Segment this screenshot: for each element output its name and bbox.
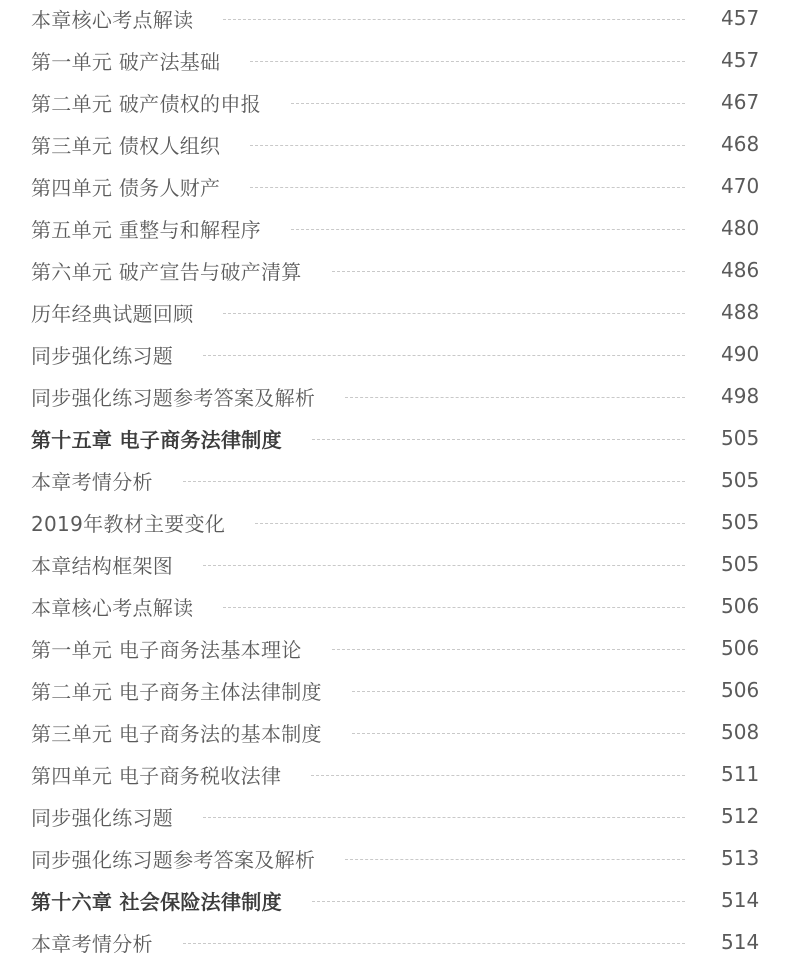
toc-chapter-title: 第十六章 社会保险法律制度 <box>31 889 282 914</box>
toc-page-number: 470 <box>721 174 760 198</box>
dotted-leader <box>352 733 685 734</box>
toc-page-number: 505 <box>721 426 760 450</box>
toc-entry-title: 第四单元 债务人财产 <box>31 175 221 200</box>
toc-row[interactable] <box>31 543 759 585</box>
toc-entry-title: 本章考情分析 <box>31 469 153 494</box>
dotted-leader <box>345 397 685 398</box>
toc-entry-title: 同步强化练习题 <box>31 343 174 368</box>
toc-page-number: 457 <box>721 48 760 72</box>
toc-row[interactable] <box>31 459 759 501</box>
toc-entry-title: 第六单元 破产宣告与破产清算 <box>31 259 302 284</box>
toc-page-number: 505 <box>721 468 760 492</box>
dotted-leader <box>250 145 685 146</box>
toc-entry-title: 同步强化练习题参考答案及解析 <box>31 385 316 410</box>
dotted-leader <box>291 229 685 230</box>
dotted-leader <box>223 19 685 20</box>
toc-row[interactable] <box>31 795 759 837</box>
dotted-leader <box>291 103 685 104</box>
toc-row[interactable] <box>31 39 759 81</box>
toc-row[interactable] <box>31 837 759 879</box>
toc-entry-title: 本章考情分析 <box>31 931 153 956</box>
toc-entry-title: 第三单元 债权人组织 <box>31 133 221 158</box>
toc-row[interactable] <box>31 291 759 333</box>
dotted-leader <box>203 565 685 566</box>
toc-entry-title: 第一单元 破产法基础 <box>31 49 221 74</box>
dotted-leader <box>312 901 685 902</box>
toc-page-number: 512 <box>721 804 760 828</box>
dotted-leader <box>332 649 685 650</box>
dotted-leader <box>345 859 685 860</box>
toc-page-number: 511 <box>721 762 760 786</box>
toc-page-number: 480 <box>721 216 760 240</box>
toc-chapter-row[interactable] <box>31 879 759 921</box>
toc-chapter-title: 第十五章 电子商务法律制度 <box>31 427 282 452</box>
toc-page-number: 505 <box>721 510 760 534</box>
toc-page-number: 508 <box>721 720 760 744</box>
toc-page-number: 488 <box>721 300 760 324</box>
dotted-leader <box>250 61 685 62</box>
dotted-leader <box>183 943 685 944</box>
toc-row[interactable] <box>31 375 759 417</box>
toc-page-number: 514 <box>721 888 760 912</box>
toc-row[interactable] <box>31 165 759 207</box>
toc-entry-title: 历年经典试题回顾 <box>31 301 194 326</box>
toc-row[interactable] <box>31 585 759 627</box>
dotted-leader <box>183 481 685 482</box>
toc-row[interactable] <box>31 0 759 39</box>
toc-page-number: 513 <box>721 846 760 870</box>
toc-entry-title: 第一单元 电子商务法基本理论 <box>31 637 302 662</box>
toc-page-number: 467 <box>721 90 760 114</box>
toc-entry-title: 同步强化练习题 <box>31 805 174 830</box>
toc-page-number: 505 <box>721 552 760 576</box>
toc-entry-title: 2019年教材主要变化 <box>31 511 226 536</box>
dotted-leader <box>255 523 685 524</box>
toc-page-number: 468 <box>721 132 760 156</box>
dotted-leader <box>352 691 685 692</box>
toc-entry-title: 本章核心考点解读 <box>31 7 194 32</box>
toc-row[interactable] <box>31 753 759 795</box>
toc-page-number: 506 <box>721 678 760 702</box>
dotted-leader <box>250 187 685 188</box>
toc-row[interactable] <box>31 501 759 543</box>
dotted-leader <box>332 271 685 272</box>
toc-entry-title: 第二单元 破产债权的申报 <box>31 91 261 116</box>
toc-row[interactable] <box>31 123 759 165</box>
toc-row[interactable] <box>31 207 759 249</box>
toc-row[interactable] <box>31 81 759 123</box>
toc-entry-title: 本章核心考点解读 <box>31 595 194 620</box>
dotted-leader <box>223 313 685 314</box>
toc-page-number: 514 <box>721 930 760 954</box>
dotted-leader <box>311 775 685 776</box>
toc-page-number: 490 <box>721 342 760 366</box>
dotted-leader <box>203 355 685 356</box>
toc-row[interactable] <box>31 627 759 669</box>
dotted-leader <box>223 607 685 608</box>
toc-page-number: 457 <box>721 6 760 30</box>
toc-page-number: 486 <box>721 258 760 282</box>
toc-row[interactable] <box>31 921 759 963</box>
toc-entry-title: 同步强化练习题参考答案及解析 <box>31 847 316 872</box>
toc-entry-title: 第二单元 电子商务主体法律制度 <box>31 679 322 704</box>
toc-row[interactable] <box>31 669 759 711</box>
toc-entry-title: 第五单元 重整与和解程序 <box>31 217 261 242</box>
dotted-leader <box>203 817 685 818</box>
toc-page-number: 506 <box>721 636 760 660</box>
toc-page-number: 498 <box>721 384 760 408</box>
toc-entry-title: 本章结构框架图 <box>31 553 174 578</box>
toc-chapter-row[interactable] <box>31 417 759 459</box>
dotted-leader <box>312 439 685 440</box>
toc-entry-title: 第四单元 电子商务税收法律 <box>31 763 282 788</box>
toc-page-number: 506 <box>721 594 760 618</box>
toc-entry-title: 第三单元 电子商务法的基本制度 <box>31 721 322 746</box>
toc-row[interactable] <box>31 333 759 375</box>
toc-row[interactable] <box>31 711 759 753</box>
toc-row[interactable] <box>31 249 759 291</box>
